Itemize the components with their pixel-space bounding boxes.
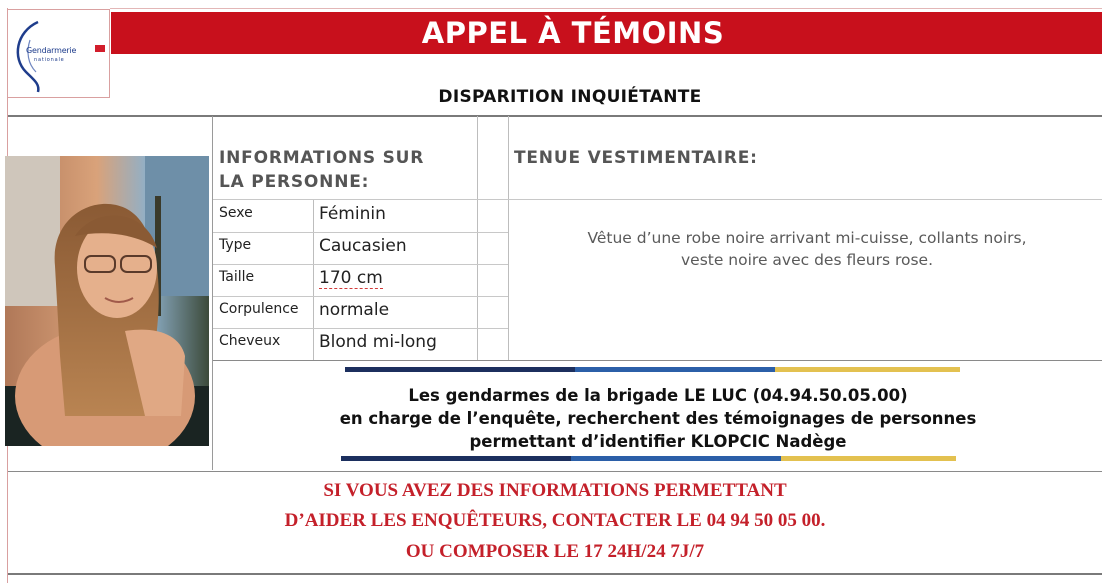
notice-line1: Les gendarmes de la brigade LE LUC (04.94.50.05.00) bbox=[408, 386, 908, 405]
notice-line2: en charge de l’enquête, recherchent des témoignages de personnes bbox=[339, 409, 977, 428]
clothing-line2: veste noire avec des fleurs rose. bbox=[680, 251, 934, 269]
stripe-navy bbox=[341, 456, 571, 461]
sexe-label: Sexe bbox=[219, 205, 253, 221]
cta-line3: OU COMPOSER LE 17 24H/24 7J/7 bbox=[405, 541, 705, 562]
stripe-top bbox=[345, 367, 960, 373]
table-bottom-border bbox=[8, 573, 1102, 575]
subtitle: DISPARITION INQUIÉTANTE bbox=[438, 87, 702, 107]
notice-line3: permettant d’identifier KLOPCIC Nadège bbox=[469, 432, 847, 451]
cheveux-value: Blond mi-long bbox=[319, 332, 437, 352]
person-heading-line1: INFORMATIONS SUR bbox=[219, 148, 425, 168]
type-label: Type bbox=[219, 237, 252, 253]
person-photo bbox=[5, 156, 209, 446]
stripe-blue bbox=[571, 456, 781, 461]
photo-column-divider bbox=[212, 116, 213, 470]
taille-value: 170 cm bbox=[319, 268, 383, 288]
clothing-heading: TENUE VESTIMENTAIRE: bbox=[514, 148, 758, 168]
flag-icon bbox=[95, 45, 105, 52]
investigation-notice bbox=[214, 384, 1102, 453]
info-table-bottom-border bbox=[213, 360, 1102, 361]
row-border bbox=[213, 328, 508, 329]
clothing-column-divider bbox=[508, 116, 509, 360]
page-title: APPEL À TÉMOINS bbox=[421, 16, 725, 50]
person-heading-line2: LA PERSONNE: bbox=[219, 172, 370, 192]
stripe-gold bbox=[781, 456, 956, 461]
header-row-border bbox=[213, 199, 1102, 200]
stripe-navy bbox=[345, 367, 575, 372]
taille-label: Taille bbox=[219, 269, 255, 285]
clothing-description bbox=[512, 227, 1102, 271]
type-value: Caucasien bbox=[319, 236, 407, 256]
sexe-value: Féminin bbox=[319, 204, 386, 224]
row-border bbox=[213, 296, 508, 297]
corpulence-value: normale bbox=[319, 300, 390, 320]
corpulence-label: Corpulence bbox=[219, 301, 299, 317]
person-info-heading bbox=[219, 146, 424, 194]
clothing-line1: Vêtue d’une robe noire arrivant mi-cuisse, collants noirs, bbox=[587, 229, 1027, 247]
page-border-top bbox=[110, 8, 1102, 9]
stripe-blue bbox=[575, 367, 775, 372]
label-value-divider bbox=[313, 200, 314, 360]
logo-subtitle: nationale bbox=[34, 57, 65, 63]
logo-name: Gendarmerie bbox=[26, 46, 77, 55]
row-border bbox=[213, 264, 508, 265]
info-column-divider bbox=[477, 116, 478, 360]
cta-line2: D’AIDER LES ENQUÊTEURS, CONTACTER LE 04 94 50 05 00. bbox=[284, 510, 826, 531]
stripe-gold bbox=[775, 367, 960, 372]
row-border bbox=[213, 232, 508, 233]
notice-bottom-border bbox=[8, 471, 1102, 472]
cheveux-label: Cheveux bbox=[219, 333, 281, 349]
table-top-border bbox=[8, 115, 1102, 117]
cta-line1: SI VOUS AVEZ DES INFORMATIONS PERMETTANT bbox=[323, 480, 787, 501]
stripe-bottom bbox=[341, 456, 956, 462]
